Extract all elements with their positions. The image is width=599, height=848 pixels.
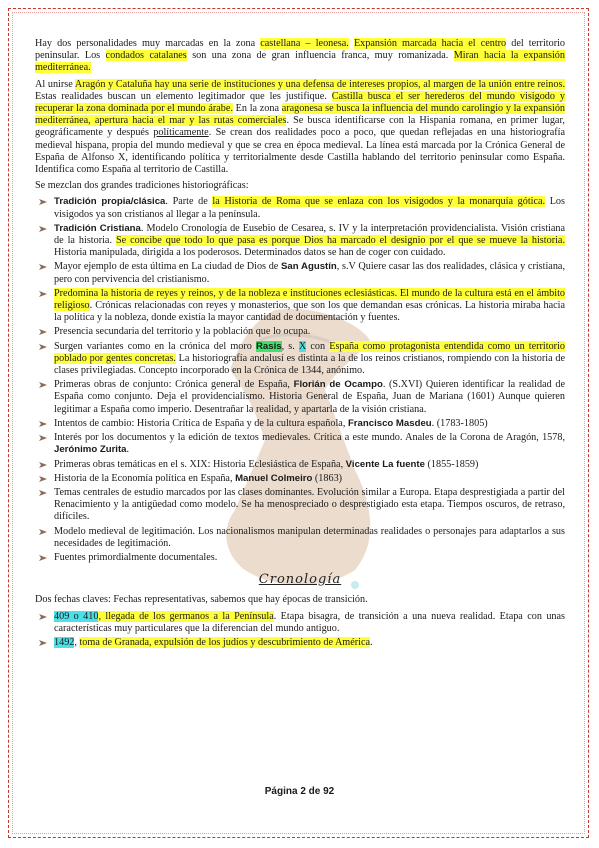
text: Historia manipulada, dirigida a los poderosos. Determinados datos se han de coger con cuidado. <box>54 247 446 259</box>
footer-separator: de <box>305 786 324 797</box>
highlight: Miran hacia la expansión mediterránea. <box>35 50 565 74</box>
bullet-list <box>35 196 565 564</box>
list-item <box>35 418 565 430</box>
underlined-text: políticamente <box>153 127 209 139</box>
text: Interés por los documentos y la edición de textos medievales. Crítica a este mundo. Anales de la Corona de Aragón, 1578, <box>54 432 565 444</box>
text: . Crónicas relacionadas con reyes y monasterios, que son los que demandan esas crónicas. La historia miraba hacia la política y la nobleza, donde existía la mayor cantidad de documentación y fuentes. <box>54 300 565 324</box>
list-item <box>35 288 565 325</box>
bold-term: San Agustín <box>281 261 337 273</box>
arrowhead-bullet-icon <box>39 462 47 468</box>
text: (1855-1859) <box>424 458 479 470</box>
list-item <box>35 611 565 635</box>
highlight: Predomina la historia de reyes y reinos, y de la nobleza e instituciones eclesiásticas. El mundo de la cultura está en el ámbito religioso <box>54 287 565 312</box>
list-item <box>35 459 565 471</box>
arrowhead-bullet-icon <box>39 329 47 335</box>
total-pages: 92 <box>323 786 335 797</box>
text: . (S.XVI) Quieren identificar la realidad de España como conjunto. Deja el providencialismo. Historia General de España, Juan de Mariana (1601) Aunque quieren legitimar a España como imperio. Desentrañar la realidad, y apartarla de la visión cristiana. <box>54 379 565 415</box>
text: son una zona de gran influencia franca, muy romanizada. <box>186 50 454 62</box>
text: . Parte de <box>165 196 213 208</box>
text: Temas centrales de estudio marcados por las clases dominantes. Evolución similar a Europa. Etapa desprestigiada a partir del Renacimiento y la antigüedad como modelo. Se ha menospreciado o desprestigiado esta etapa. Tiempos oscuros, de retraso, difíciles. <box>54 486 565 523</box>
text: En la zona <box>232 103 282 115</box>
text: . Etapa bisagra, de transición a una nueva realidad. Etapa con unas características muy particulares que la diferencian del mundo antiguo. <box>54 610 565 634</box>
paragraph <box>35 79 565 177</box>
text: Historia de la Economía política en España, <box>54 472 236 484</box>
footer-label: Página <box>264 786 301 797</box>
text: Primeras obras de conjunto: Crónica general de España, <box>54 379 294 391</box>
text: Los visigodos ya son cristianos al llegar a la península. <box>54 196 565 220</box>
text: , s. <box>281 340 299 352</box>
current-page: 2 <box>300 786 306 797</box>
list-item <box>35 341 565 378</box>
bold-term: Manuel Colmeiro <box>235 472 313 484</box>
paragraph: Dos fechas claves: Fechas representativas, sabemos que hay épocas de transición. <box>35 594 368 606</box>
arrowhead-bullet-icon <box>39 435 47 441</box>
bold-term: Francisco Masdeu <box>347 417 432 429</box>
arrowhead-bullet-icon <box>39 476 47 482</box>
text: Surgen variantes como en la crónica del moro <box>54 340 256 352</box>
arrowhead-bullet-icon <box>39 264 47 270</box>
list-item <box>35 552 565 564</box>
highlight: condados catalanes <box>105 50 187 62</box>
highlight: , llegada de los germanos a la Península <box>98 610 274 622</box>
highlight: Expansión marcada hacia el centro <box>353 38 507 49</box>
highlight: Castilla busca el ser herederos del mundo visigodo y recuperar la zona dominada por el mundo árabe. <box>35 90 565 115</box>
list-item <box>35 473 565 485</box>
bold-term: Jerónimo Zurita <box>54 444 127 456</box>
list-item <box>35 326 565 338</box>
list-item <box>35 196 565 220</box>
arrowhead-bullet-icon <box>39 529 47 535</box>
paragraph: Se mezclan dos grandes tradiciones historiográficas: <box>35 180 249 192</box>
bold-term: Florián de Ocampo <box>293 379 383 391</box>
arrowhead-bullet-icon <box>39 614 47 620</box>
arrowhead-bullet-icon <box>39 226 47 232</box>
paragraph <box>35 38 565 75</box>
section-heading: Cronología <box>258 572 342 588</box>
text: con <box>306 340 330 352</box>
highlight: la Historia de Roma que se enlaza con los visigodos y la monarquía gótica. <box>212 196 546 208</box>
text: . <box>126 444 130 456</box>
text: Primeras obras temáticas en el s. XIX: Historia Eclesiástica de España, <box>54 458 346 470</box>
highlight: Aragón y Cataluña hay una serie de instituciones y una defensa de intereses propios, al margen de la unión entre reinos. <box>74 78 565 90</box>
text: Mayor ejemplo de esta última en La ciudad de Dios de <box>54 261 282 273</box>
cyan-highlight: 409 o 410 <box>54 610 99 622</box>
list-item <box>35 223 565 260</box>
date-list <box>35 611 565 650</box>
cyan-highlight: X <box>298 340 307 352</box>
text: . Se crean dos realidades poco a poco, que quedan reflejadas en una historiografía medieval hispana, propia del mundo medieval y que se crea en época medieval. La línea está marcada por la Crónica General de España de Alfonso X, identificando política y territorialmente desde Castilla hablando del territorio peninsular como España. Identifica como España al territorio de Castilla. <box>35 127 565 176</box>
green-highlight: Rasis <box>255 340 282 352</box>
text: del territorio peninsular. Los <box>35 38 566 62</box>
arrowhead-bullet-icon <box>39 640 47 646</box>
highlight: toma de Granada, expulsión de los judíos y descubrimiento de América <box>79 636 371 648</box>
text: . Se busca identificarse con la Hispania romana, en primer lugar, geográficamente y después <box>35 115 565 139</box>
list-item <box>35 526 565 550</box>
text: . Modelo Cronología de Eusebio de Cesarea, s. IV y la interpretación providencialista. Visión cristiana de la historia. <box>54 222 565 247</box>
list-item <box>35 487 565 524</box>
page-number-footer <box>0 786 599 797</box>
arrowhead-bullet-icon <box>39 421 47 427</box>
highlight: Se concibe que todo lo que pasa es porque Dios ha marcado el designio por el que se mueve la historia. <box>115 235 565 247</box>
cyan-highlight: 1492 <box>54 636 75 648</box>
list-item <box>35 432 565 456</box>
list-item <box>35 637 565 649</box>
list-item <box>35 379 565 416</box>
text: Modelo medieval de legitimación. Los nacionalismos manipulan determinadas realidades o personajes para adaptarlos a sus necesidades de legitimación. <box>54 525 565 549</box>
arrowhead-bullet-icon <box>39 490 47 496</box>
bold-term: Tradición propia/clásica <box>54 196 166 208</box>
text: Presencia secundaria del territorio y la población que lo ocupa. <box>54 326 311 338</box>
bold-term: Vicente La fuente <box>345 458 425 470</box>
highlight: aragonesa se busca la influencia del mundo carolingio y la expansión mediterránea, apertura hacia el mar y las rutas comerciales <box>35 103 566 127</box>
text: . <box>370 636 373 648</box>
text: (1863) <box>312 472 343 484</box>
bold-term: Tradición Cristiana <box>54 222 141 234</box>
list-item <box>35 261 565 285</box>
text: . (1783-1805) <box>431 417 488 429</box>
text: , <box>74 636 80 648</box>
text: Fuentes primordialmente documentales. <box>54 551 218 563</box>
highlight: castellana – leonesa. <box>260 38 349 49</box>
text: Al unirse <box>35 78 75 90</box>
arrowhead-bullet-icon <box>39 199 47 205</box>
arrowhead-bullet-icon <box>39 555 47 561</box>
arrowhead-bullet-icon <box>39 291 47 297</box>
arrowhead-bullet-icon <box>39 382 47 388</box>
text: Intentos de cambio: Historia Crítica de España y de la cultura española, <box>54 417 348 429</box>
highlight: España como protagonista entendida como un territorio poblado por gentes concretas. <box>54 340 566 364</box>
text: La historiografía andalusí es distinta a la de los reinos cristianos, rompiendo con la historia de clases privilegiadas. Concepto incorporado en la Crónica de 1344, anónimo. <box>54 352 566 377</box>
text: , s.V Quiere casar las dos realidades, clásica y cristiana, pero con pervivencia del cristianismo. <box>54 261 565 285</box>
arrowhead-bullet-icon <box>39 344 47 350</box>
document-body <box>35 38 565 651</box>
text: Hay dos personalidades muy marcadas en la zona <box>35 38 261 49</box>
text: Estas realidades buscan un elemento legitimador que les justifique. <box>35 90 332 102</box>
